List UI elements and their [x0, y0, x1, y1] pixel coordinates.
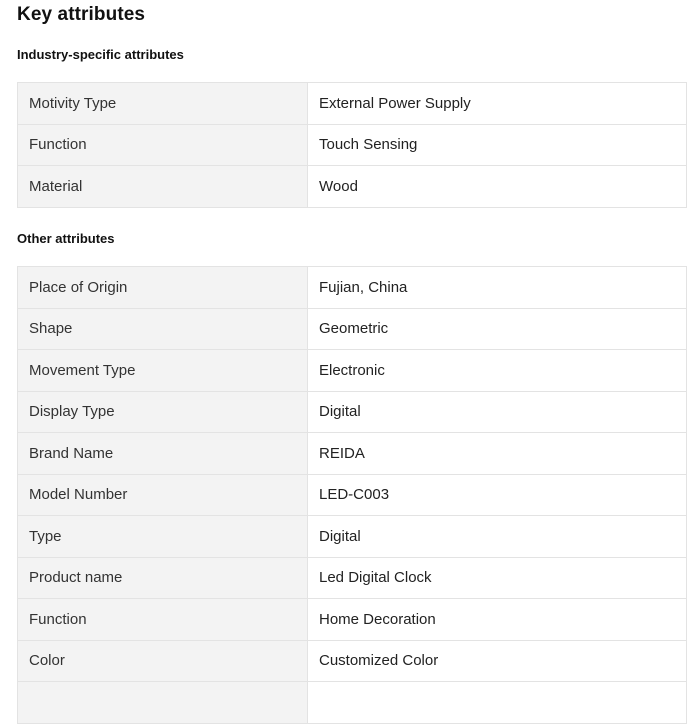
attribute-key: Material	[18, 166, 308, 208]
attribute-value	[308, 682, 687, 724]
page-title: Key attributes	[17, 4, 146, 25]
attribute-value: LED-C003	[308, 474, 687, 516]
attribute-row	[18, 599, 687, 641]
attribute-row	[18, 83, 687, 125]
attribute-value: Electronic	[308, 350, 687, 392]
attribute-value: External Power Supply	[308, 83, 687, 125]
attribute-key	[18, 682, 308, 724]
attribute-row	[18, 557, 687, 599]
attribute-row	[18, 267, 687, 309]
attribute-key: Brand Name	[18, 433, 308, 475]
attribute-value: Geometric	[308, 308, 687, 350]
attribute-row	[18, 166, 687, 208]
attribute-row	[18, 350, 687, 392]
attribute-value: REIDA	[308, 433, 687, 475]
attribute-key: Type	[18, 516, 308, 558]
attribute-row	[18, 516, 687, 558]
attribute-value: Digital	[308, 391, 687, 433]
attribute-key: Display Type	[18, 391, 308, 433]
attribute-value: Home Decoration	[308, 599, 687, 641]
attribute-row	[18, 124, 687, 166]
attribute-key: Motivity Type	[18, 83, 308, 125]
attribute-row	[18, 391, 687, 433]
attribute-value: Digital	[308, 516, 687, 558]
attribute-key: Movement Type	[18, 350, 308, 392]
attribute-value: Fujian, China	[308, 267, 687, 309]
attribute-row	[18, 308, 687, 350]
attribute-value: Wood	[308, 166, 687, 208]
attribute-row	[18, 640, 687, 682]
attribute-key: Color	[18, 640, 308, 682]
other-attributes-heading: Other attributes	[17, 231, 115, 246]
industry-attributes-table	[17, 82, 687, 208]
industry-attributes-heading: Industry-specific attributes	[17, 47, 184, 62]
attribute-value: Touch Sensing	[308, 124, 687, 166]
attribute-value: Led Digital Clock	[308, 557, 687, 599]
attribute-key: Place of Origin	[18, 267, 308, 309]
attribute-key: Product name	[18, 557, 308, 599]
attribute-key: Shape	[18, 308, 308, 350]
attribute-row	[18, 474, 687, 516]
other-attributes-table	[17, 266, 687, 724]
attribute-key: Function	[18, 124, 308, 166]
attribute-key: Function	[18, 599, 308, 641]
attribute-key: Model Number	[18, 474, 308, 516]
attribute-row	[18, 682, 687, 724]
attribute-value: Customized Color	[308, 640, 687, 682]
attribute-row	[18, 433, 687, 475]
